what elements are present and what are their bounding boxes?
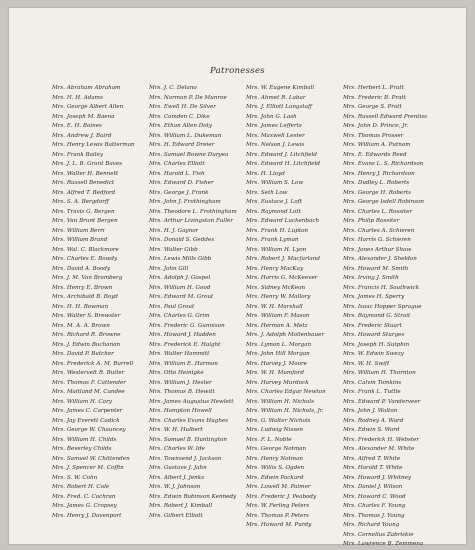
patroness-name: Mrs. Townsend J. Jackson: [149, 455, 222, 462]
patroness-name: Mrs. Edward J. Litchfield: [246, 151, 317, 158]
patroness-name: Mrs. H. Lloyd: [246, 170, 285, 177]
patroness-name: Mrs. Frederick H. Webster: [343, 436, 420, 443]
patroness-name: Mrs. William J. Hester: [149, 379, 212, 386]
patroness-name: Mrs. Wal. C. Blackmore: [52, 246, 119, 253]
patroness-name: Mrs. Willis S. Ogden: [246, 465, 305, 471]
patroness-name: Mrs. James G. Cropsey: [52, 503, 117, 509]
patroness-name: Mrs. J. Adolph Mollenhauer: [246, 332, 325, 338]
patroness-name: Mrs. Joseph M. Baena: [52, 113, 115, 120]
patroness-name: Mrs. W. H. Hulbert: [149, 427, 203, 433]
patroness-name: Mrs. George J. Frank: [149, 189, 209, 196]
patroness-name: Mrs. John G. Lash: [246, 113, 297, 120]
patroness-name: Mrs. Henry W. Mallory: [246, 294, 311, 300]
patroness-name: Mrs. Henry MacKay: [246, 265, 304, 272]
patroness-name: Mrs. Raymond G. Strait: [343, 313, 411, 319]
patroness-columns: [52, 84, 440, 547]
patroness-name: Mrs. Walter Gibb: [149, 246, 198, 253]
patroness-name: Mrs. G. Walter Nichols: [246, 417, 311, 424]
patroness-name: Mrs. James Augustus Hewlett: [149, 398, 234, 405]
patroness-name: Mrs. Charles L. Rossiter: [343, 208, 413, 215]
patroness-name: Mrs. Ahmet R. Labar: [246, 94, 306, 101]
patroness-name: Mrs. J. L. B. Grant Baves: [52, 161, 123, 167]
patroness-name: Mrs. George Albert Allen: [52, 104, 124, 110]
patroness-name: Mrs. Samuel W. Chittenden: [52, 455, 130, 462]
patroness-name: Mrs. George Notman: [246, 446, 307, 452]
patroness-name: Mrs. J. Elliott Langstaff: [246, 104, 312, 110]
patroness-name: Mrs. M. A. A. Brown: [52, 322, 110, 329]
patroness-name: Mrs. Joseph H. Sutphin: [343, 341, 410, 348]
patroness-name: Mrs. Thomas B. Hewitt: [149, 389, 215, 395]
patroness-name: Mrs. Charles F. Young: [343, 503, 406, 509]
patroness-name: Mrs. Lyman L. Morgan: [246, 341, 312, 348]
patroness-name: Mrs. Howard C. Wood: [343, 493, 406, 500]
patroness-name: Mrs. William H. Lyon: [246, 246, 307, 253]
patroness-name: Mrs. Eustace J. Loft: [246, 199, 302, 205]
patroness-name: Mrs. Lowell M. Palmer: [246, 484, 311, 490]
patroness-name: Mrs. Dudley L. Roberts: [343, 180, 410, 186]
patroness-name: Mrs. Rodney A. Ward: [343, 417, 404, 424]
patroness-name: Mrs. Thomas Prosser: [343, 132, 404, 139]
patroness-name: Mrs. J. M. Van Bramberg: [52, 275, 123, 281]
patroness-name: Mrs. William H. Cary: [52, 398, 112, 405]
patroness-name: Mrs. Samuel B. Huntington: [149, 436, 227, 443]
patroness-name: Mrs. Thomas P. Peters: [246, 512, 309, 519]
patroness-name: Mrs. Alfred T. White: [343, 455, 401, 462]
patroness-name: Mrs. Travis G. Bergen: [52, 208, 115, 215]
patroness-name: Mrs. Charles W. Ide: [149, 446, 205, 452]
patroness-name: Mrs. Howard M. Purdy: [246, 522, 312, 528]
patroness-name: Mrs. Edward P. Vanderveer: [343, 398, 421, 405]
patroness-name: Mrs. Arthur Livingston Fuller: [149, 218, 233, 224]
patroness-name: Mrs. William H. Thornton: [343, 370, 416, 376]
patroness-name: Mrs. Robert J. Kimball: [149, 503, 213, 509]
patroness-name: Mrs. Samuel Bowne Duryea: [149, 151, 229, 158]
patroness-name: Mrs. H. H. Adams: [52, 94, 103, 101]
patroness-name: Mrs. Frederick A. M. Burrell: [52, 360, 134, 367]
patroness-name: Mrs. Charles Edgar Newton: [246, 389, 326, 395]
patroness-name: Mrs. Edwin Packard: [246, 474, 304, 481]
patroness-name: Mrs. Frederic J. Peabody: [246, 493, 317, 500]
patroness-name: Mrs. Henry Lewis Batterman: [52, 142, 135, 148]
patroness-name: Mrs. John Hill Morgan: [246, 351, 310, 357]
patroness-name: Mrs. Norman P. De Munroe: [149, 94, 227, 101]
patroness-name: Mrs. Howard Sturges: [343, 332, 405, 338]
patroness-name: Mrs. Walter Hammitt: [149, 351, 210, 357]
patroness-name: Mrs. Raymond Lott: [246, 208, 301, 215]
patroness-name: Mrs. George H. Roberts: [343, 189, 412, 196]
patroness-name: Mrs. Edward M. Grout: [149, 294, 214, 300]
patroness-name: Mrs. Robert H. Cole: [52, 484, 110, 490]
patroness-name: Mrs. Richard Young: [343, 522, 400, 528]
patroness-name: Mrs. William H. Childs: [52, 436, 117, 443]
patroness-name: Mrs. Francis H. Southwick: [343, 284, 420, 291]
name-column: [52, 84, 149, 550]
patroness-name: Mrs. Henry J. Davenport: [52, 512, 122, 519]
patroness-name: Mrs. Philip Rossiter: [343, 218, 400, 224]
patroness-name: Mrs. John J. Walton: [343, 408, 398, 414]
name-column: [149, 84, 246, 550]
patroness-name: Mrs. H. H. Bowman: [52, 303, 109, 310]
patroness-name: Mrs. George W. Chauncey: [52, 427, 126, 433]
patroness-name: Mrs. William L. Dukeman: [149, 132, 222, 139]
patroness-name: Mrs. Seth Low: [246, 189, 288, 196]
patroness-name: Mrs. J. C. Delano: [149, 85, 197, 91]
patroness-name: Mrs. Abraham Abraham: [52, 85, 121, 91]
patroness-name: Mrs. Russell Edward Prentiss: [343, 113, 427, 120]
name-column: [246, 84, 343, 550]
patroness-name: Mrs. David A. Boody: [52, 265, 111, 272]
patroness-name: Mrs. Edward H. Litchfield: [246, 161, 320, 167]
patroness-name: Mrs. William E. Harmon: [149, 360, 218, 367]
patroness-name: Mrs. William Brand: [52, 237, 108, 243]
patroness-name: Mrs. John D. Prince, Jr.: [343, 123, 409, 129]
patroness-name: Mrs. William Berri: [52, 227, 105, 234]
patroness-name: Mrs. Harris G. McKeever: [246, 275, 318, 281]
patroness-name: Mrs. Westervelt R. Butler: [52, 370, 125, 376]
patroness-name: Mrs. Frederic Stuart: [343, 322, 402, 329]
patroness-name: Mrs. Maxwell Lester: [246, 132, 305, 139]
patroness-name: Mrs. Harvey J. Moore: [246, 360, 307, 367]
patroness-name: Mrs. Fred. C. Cochran: [52, 493, 116, 500]
patroness-name: Mrs. W. Eugene Kimball: [246, 85, 315, 91]
patroness-name: Mrs. David P. Butcher: [52, 351, 114, 357]
patroness-name: Mrs. Ethan Allen Doty: [149, 123, 213, 129]
patroness-name: Mrs. George S. Pratt: [343, 104, 402, 110]
patroness-name: Mrs. W. H. Mumford: [246, 370, 304, 376]
patroness-name: Mrs. Calvin Tomkins: [343, 379, 402, 386]
patroness-name: Mrs. Edward Luckenbach: [246, 218, 320, 224]
patroness-name: Mrs. Edwin Robinson Kennedy: [149, 493, 237, 500]
patroness-name: Mrs. Albert J. Jenks: [149, 474, 205, 481]
patroness-name: Mrs. Herman A. Metz: [246, 322, 308, 329]
patroness-name: Mrs. Alexander J. Sheldon: [343, 256, 417, 262]
patroness-name: Mrs. Lawrence B. Zemmena: [343, 541, 424, 547]
patroness-name: Mrs. Frank H. Lupton: [246, 227, 309, 234]
patroness-name: Mrs. John Gill: [149, 265, 189, 272]
patroness-name: Mrs. Jones Arthur Shaw: [343, 246, 412, 253]
patroness-name: Mrs. Frank Bailey: [52, 151, 103, 158]
patroness-name: Mrs. William H. Good: [149, 284, 211, 291]
patroness-name: Mrs. Otto Heinigke: [149, 370, 204, 376]
patroness-name: Mrs. William A. Putnam: [343, 142, 411, 148]
patroness-name: Mrs. William S. Low: [246, 180, 304, 186]
patroness-name: Mrs. Frederic B. Pratt: [343, 94, 406, 101]
patroness-name: Mrs. Frank Lyman: [246, 237, 299, 243]
patroness-name: Mrs. Richard R. Browne: [52, 332, 121, 338]
page-title: Patronesses: [210, 66, 265, 76]
patroness-name: Mrs. Lewis Mills Gibb: [149, 256, 212, 262]
patroness-name: Mrs. W. H. Swift: [343, 360, 390, 367]
patroness-name: Mrs. Harvey Murdock: [246, 379, 309, 386]
patroness-name: Mrs. S. W. Cohn: [52, 474, 98, 481]
patroness-name: Mrs. Walter S. Brewster: [52, 313, 121, 319]
patroness-name: Mrs. Evans L. S. Richardson: [343, 161, 424, 167]
patroness-name: Mrs. William F. Mason: [246, 313, 310, 319]
patroness-name: Mrs. Charles A. Schieren: [343, 227, 415, 234]
patroness-name: Mrs. E. Edwards Reed: [343, 151, 407, 158]
patroness-name: Mrs. Theodore L. Frothingham: [149, 208, 237, 215]
patroness-name: Mrs. Alfred T. Bedford: [52, 189, 116, 196]
patroness-name: Mrs. Harold L. Fish: [149, 170, 205, 177]
patroness-name: Mrs. Alexander M. White: [343, 446, 415, 452]
patroness-name: Mrs. Andrew J. Baird: [52, 132, 112, 139]
patroness-name: Mrs. Adolph J. Gospel: [149, 275, 211, 281]
patroness-name: Mrs. Isaac Hopper Sprague: [343, 303, 422, 310]
patroness-name: Mrs. Edwin S. Ward: [343, 427, 400, 433]
patroness-name: Mrs. W. Ferling Peters: [246, 503, 310, 509]
patroness-name: Mrs. Gilbert Elliott: [149, 512, 203, 519]
patroness-name: Mrs. J. Edwin Buchanan: [52, 341, 121, 348]
patroness-name: Mrs. Charles E. Bowdy: [52, 256, 118, 262]
patroness-name: Mrs. William H. Nichols, Jr.: [246, 408, 324, 414]
patroness-name: Mrs. W. H. Marshall: [246, 303, 303, 310]
patroness-name: Mrs. John J. Frothingham: [149, 199, 221, 205]
patroness-name: Mrs. E. H. Baines: [52, 123, 102, 129]
patroness-name: Mrs. James H. Sperry: [343, 294, 405, 300]
patroness-name: Mrs. Hampton Howell: [149, 408, 212, 414]
patroness-name: Mrs. Cornelius Zabriskie: [343, 531, 414, 538]
patroness-name: Mrs. Russell Benedict: [52, 180, 115, 186]
patroness-name: Mrs. Herbert L. Pratt: [343, 85, 404, 91]
patroness-name: Mrs. Daniel J. Wilson: [343, 484, 403, 490]
patroness-name: Mrs. Frank L. Tuttle: [343, 389, 401, 395]
patroness-name: Mrs. F. L. Noble: [246, 436, 292, 443]
patroness-name: Mrs. Irving J. Smith: [343, 275, 399, 281]
patroness-name: Mrs. H. J. Gaynor: [149, 227, 199, 234]
patroness-name: Mrs. W. Edwin Swezy: [343, 351, 404, 357]
patroness-name: Mrs. Harold T. White: [343, 465, 403, 471]
patroness-name: Mrs. W. J. Johnson: [149, 484, 201, 490]
patroness-name: Mrs. Charles Elliott: [149, 161, 205, 167]
patroness-name: Mrs. William H. Nichols: [246, 398, 314, 405]
patroness-name: Mrs. Ludwig Nissen: [246, 427, 303, 433]
patroness-name: Mrs. Edward D. Fisher: [149, 180, 214, 186]
patroness-name: Mrs. Van Brunt Bergen: [52, 218, 118, 224]
document-page: [9, 8, 466, 547]
patroness-name: Mrs. Gustave J. Jahn: [149, 465, 207, 471]
patroness-name: Mrs. Sidney McKeon: [246, 284, 306, 291]
patroness-name: Mrs. James C. Carpenter: [52, 408, 123, 414]
patroness-name: Mrs. Henry E. Brown: [52, 284, 113, 291]
patroness-name: Mrs. Camden C. Dike: [149, 113, 210, 120]
patroness-name: Mrs. Archibald B. Boyd: [52, 294, 119, 300]
patroness-name: Mrs. S. A. Bergdorff: [52, 199, 109, 205]
patroness-name: Mrs. Beverley Childs: [52, 446, 112, 452]
patroness-name: Mrs. Thomas J. Young: [343, 512, 405, 519]
patroness-name: Mrs. Maitland M. Candee: [52, 389, 125, 395]
name-column: [343, 84, 440, 550]
patroness-name: Mrs. Paul Grout: [149, 303, 195, 310]
patroness-name: Mrs. Henry Notman: [246, 455, 303, 462]
patroness-name: Mrs. Howard J. Whitney: [343, 474, 412, 481]
patroness-name: Mrs. Henry J. Richardson: [343, 170, 415, 177]
patroness-name: Mrs. H. Edward Dreier: [149, 142, 215, 148]
patroness-name: Mrs. Thomas F. Cattender: [52, 379, 126, 386]
patroness-name: Mrs. Nelson J. Lewis: [246, 142, 305, 148]
patroness-name: Mrs. Jay Everett Cadick: [52, 417, 120, 424]
patroness-name: Mrs. Charles G. Grim: [149, 313, 210, 319]
patroness-name: Mrs. Walter H. Bennett: [52, 170, 119, 177]
patroness-name: Mrs. J. Spencer M. Coffin: [52, 465, 124, 471]
patroness-name: Mrs. Ewell H. De Silver: [149, 104, 216, 110]
patroness-name: Mrs. George Isdell Robinson: [343, 199, 425, 205]
patroness-name: Mrs. Charles Evans Hughes: [149, 417, 229, 424]
patroness-name: Mrs. Donald S. Geddes: [149, 237, 215, 243]
patroness-name: Mrs. James Lefferts: [246, 123, 302, 129]
patroness-name: Mrs. Frederick E. Haight: [149, 341, 221, 348]
patroness-name: Mrs. Harris G. Schieren: [343, 237, 411, 243]
patroness-name: Mrs. Howard M. Smith: [343, 265, 409, 272]
patroness-name: Mrs. Howard J. Hadden: [149, 332, 216, 338]
patroness-name: Mrs. Robert J. Macfarland: [246, 256, 320, 262]
patroness-name: Mrs. Frederic G. Gunnison: [149, 322, 225, 329]
